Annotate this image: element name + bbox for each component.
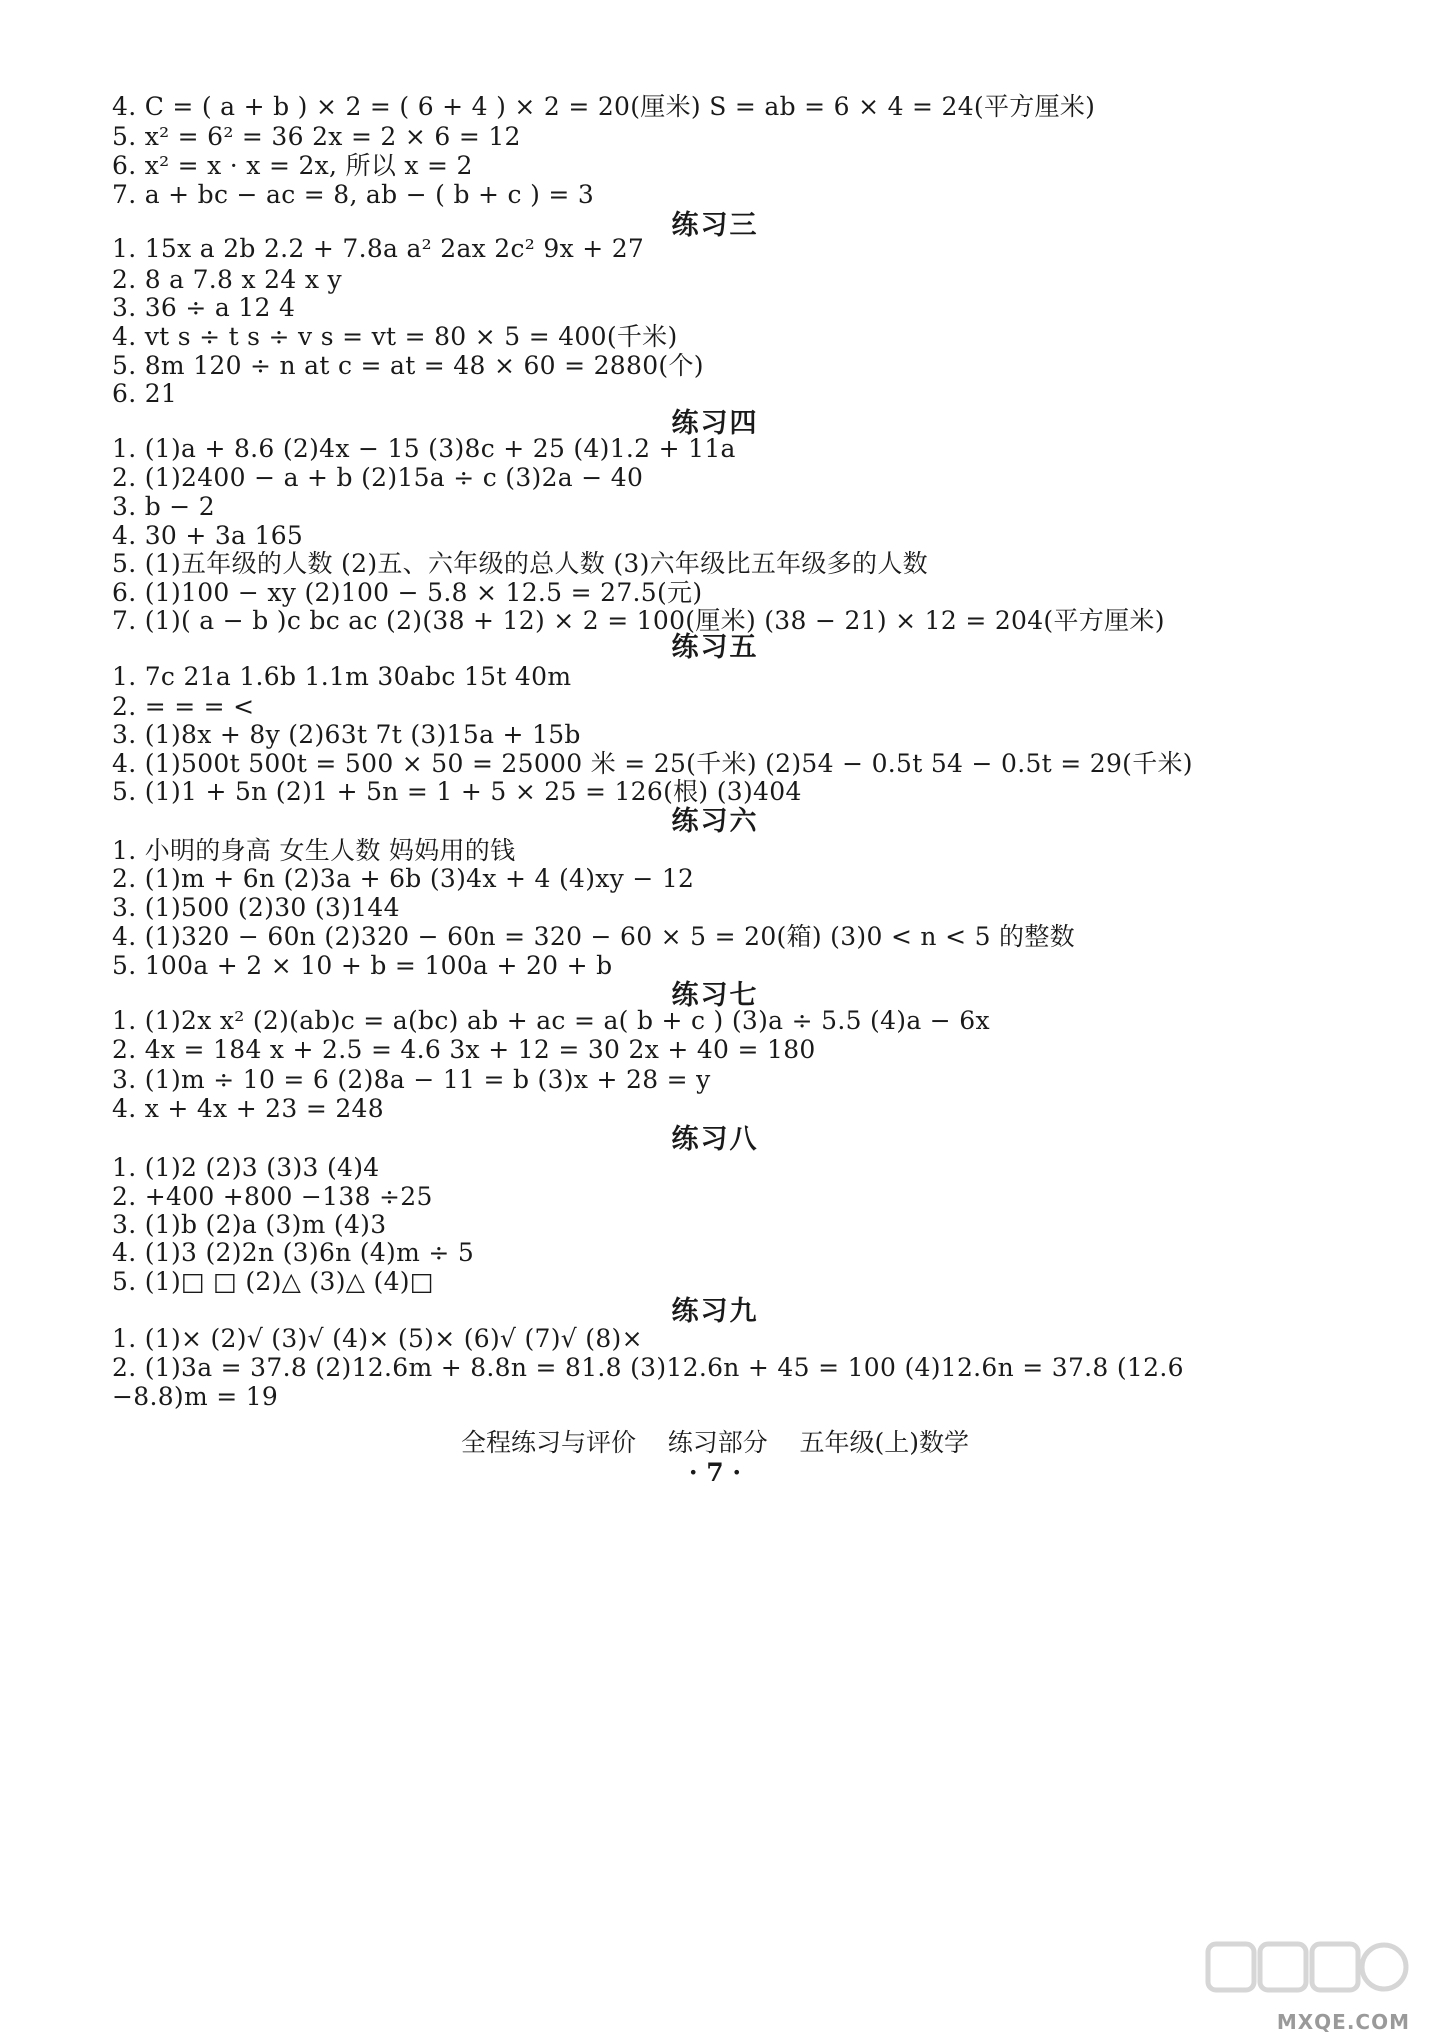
answer-line: 7. a + bc − ac = 8, ab − ( b + c ) = 3 bbox=[112, 180, 595, 209]
section-title: 练习六 bbox=[671, 806, 759, 837]
answer-line: 3. 36 ÷ a 12 4 bbox=[112, 293, 296, 322]
answer-line: 3. (1)500 (2)30 (3)144 bbox=[112, 893, 400, 922]
section-title: 练习八 bbox=[671, 1124, 759, 1155]
answer-line: 4. C = ( a + b ) × 2 = ( 6 + 4 ) × 2 = 20(厘米) S = ab = 6 × 4 = 24(平方厘米) bbox=[112, 92, 1096, 121]
answer-line: 1. 小明的身高 女生人数 妈妈用的钱 bbox=[112, 836, 516, 865]
answer-line: 4. (1)320 − 60n (2)320 − 60n = 320 − 60 × 5 = 20(箱) (3)0 < n < 5 的整数 bbox=[112, 922, 1075, 951]
answer-line: 3. b − 2 bbox=[112, 492, 215, 521]
answer-line: 1. (1)× (2)√ (3)√ (4)× (5)× (6)√ (7)√ (8)× bbox=[112, 1324, 643, 1353]
section-title: 练习九 bbox=[671, 1296, 759, 1327]
answer-line: 4. x + 4x + 23 = 248 bbox=[112, 1094, 384, 1123]
section-title: 练习七 bbox=[671, 980, 759, 1011]
answer-line: 5. (1)□ □ (2)△ (3)△ (4)□ bbox=[112, 1267, 434, 1296]
answer-line: 5. (1)五年级的人数 (2)五、六年级的总人数 (3)六年级比五年级多的人数 bbox=[112, 549, 928, 578]
section-title: 练习四 bbox=[671, 408, 759, 439]
answer-line: −8.8)m = 19 bbox=[112, 1382, 279, 1411]
section-title: 练习五 bbox=[671, 632, 759, 663]
answer-line: 2. 8 a 7.8 x 24 x y bbox=[112, 265, 342, 294]
answer-line: 1. 15x a 2b 2.2 + 7.8a a² 2ax 2c² 9x + 27 bbox=[112, 234, 645, 263]
answer-line: 2. (1)2400 − a + b (2)15a ÷ c (3)2a − 40 bbox=[112, 463, 644, 492]
answer-line: 4. 30 + 3a 165 bbox=[112, 521, 304, 550]
answer-line: 4. vt s ÷ t s ÷ v s = vt = 80 × 5 = 400(千米) bbox=[112, 322, 678, 351]
answer-line: 6. (1)100 − xy (2)100 − 5.8 × 12.5 = 27.5(元) bbox=[112, 578, 703, 607]
answer-line: 1. (1)2 (2)3 (3)3 (4)4 bbox=[112, 1153, 380, 1182]
answer-line: 4. (1)3 (2)2n (3)6n (4)m ÷ 5 bbox=[112, 1238, 475, 1267]
answer-line: 3. (1)b (2)a (3)m (4)3 bbox=[112, 1210, 387, 1239]
answer-line: 1. (1)2x x² (2)(ab)c = a(bc) ab + ac = a( b + c ) (3)a ÷ 5.5 (4)a − 6x bbox=[112, 1006, 990, 1035]
answer-line: 6. x² = x · x = 2x, 所以 x = 2 bbox=[112, 151, 473, 180]
answer-line: 2. (1)3a = 37.8 (2)12.6m + 8.8n = 81.8 (3)12.6n + 45 = 100 (4)12.6n = 37.8 (12.6 bbox=[112, 1353, 1184, 1382]
answer-line: 6. 21 bbox=[112, 379, 178, 408]
answer-line: 4. (1)500t 500t = 500 × 50 = 25000 米 = 25(千米) (2)54 − 0.5t 54 − 0.5t = 29(千米) bbox=[112, 749, 1193, 778]
answer-line: 3. (1)m ÷ 10 = 6 (2)8a − 11 = b (3)x + 28 = y bbox=[112, 1065, 711, 1094]
answer-line: 2. = = = < bbox=[112, 692, 255, 721]
answer-line: 2. (1)m + 6n (2)3a + 6b (3)4x + 4 (4)xy − 12 bbox=[112, 864, 695, 893]
section-title: 练习三 bbox=[671, 210, 759, 241]
answer-line: 1. (1)a + 8.6 (2)4x − 15 (3)8c + 25 (4)1.2 + 11a bbox=[112, 434, 736, 463]
answer-line: 2. 4x = 184 x + 2.5 = 4.6 3x + 12 = 30 2x + 40 = 180 bbox=[112, 1035, 816, 1064]
answer-line: 5. (1)1 + 5n (2)1 + 5n = 1 + 5 × 25 = 126(根) (3)404 bbox=[112, 777, 802, 806]
answer-line: 1. 7c 21a 1.6b 1.1m 30abc 15t 40m bbox=[112, 662, 572, 691]
answer-line: 5. 100a + 2 × 10 + b = 100a + 20 + b bbox=[112, 951, 613, 980]
page-number: · 7 · bbox=[688, 1458, 742, 1487]
answer-line: 5. 8m 120 ÷ n at c = at = 48 × 60 = 2880(个) bbox=[112, 351, 704, 380]
answer-line: 3. (1)8x + 8y (2)63t 7t (3)15a + 15b bbox=[112, 720, 581, 749]
answer-line: 7. (1)( a − b )c bc ac (2)(38 + 12) × 2 = 100(厘米) (38 − 21) × 12 = 204(平方厘米) bbox=[112, 606, 1165, 635]
watermark-url: MXQE.COM bbox=[1276, 2010, 1410, 2034]
answer-line: 5. x² = 6² = 36 2x = 2 × 6 = 12 bbox=[112, 122, 521, 151]
page-footer: 全程练习与评价 练习部分 五年级(上)数学 bbox=[460, 1428, 970, 1457]
answer-line: 2. +400 +800 −138 ÷25 bbox=[112, 1182, 433, 1211]
